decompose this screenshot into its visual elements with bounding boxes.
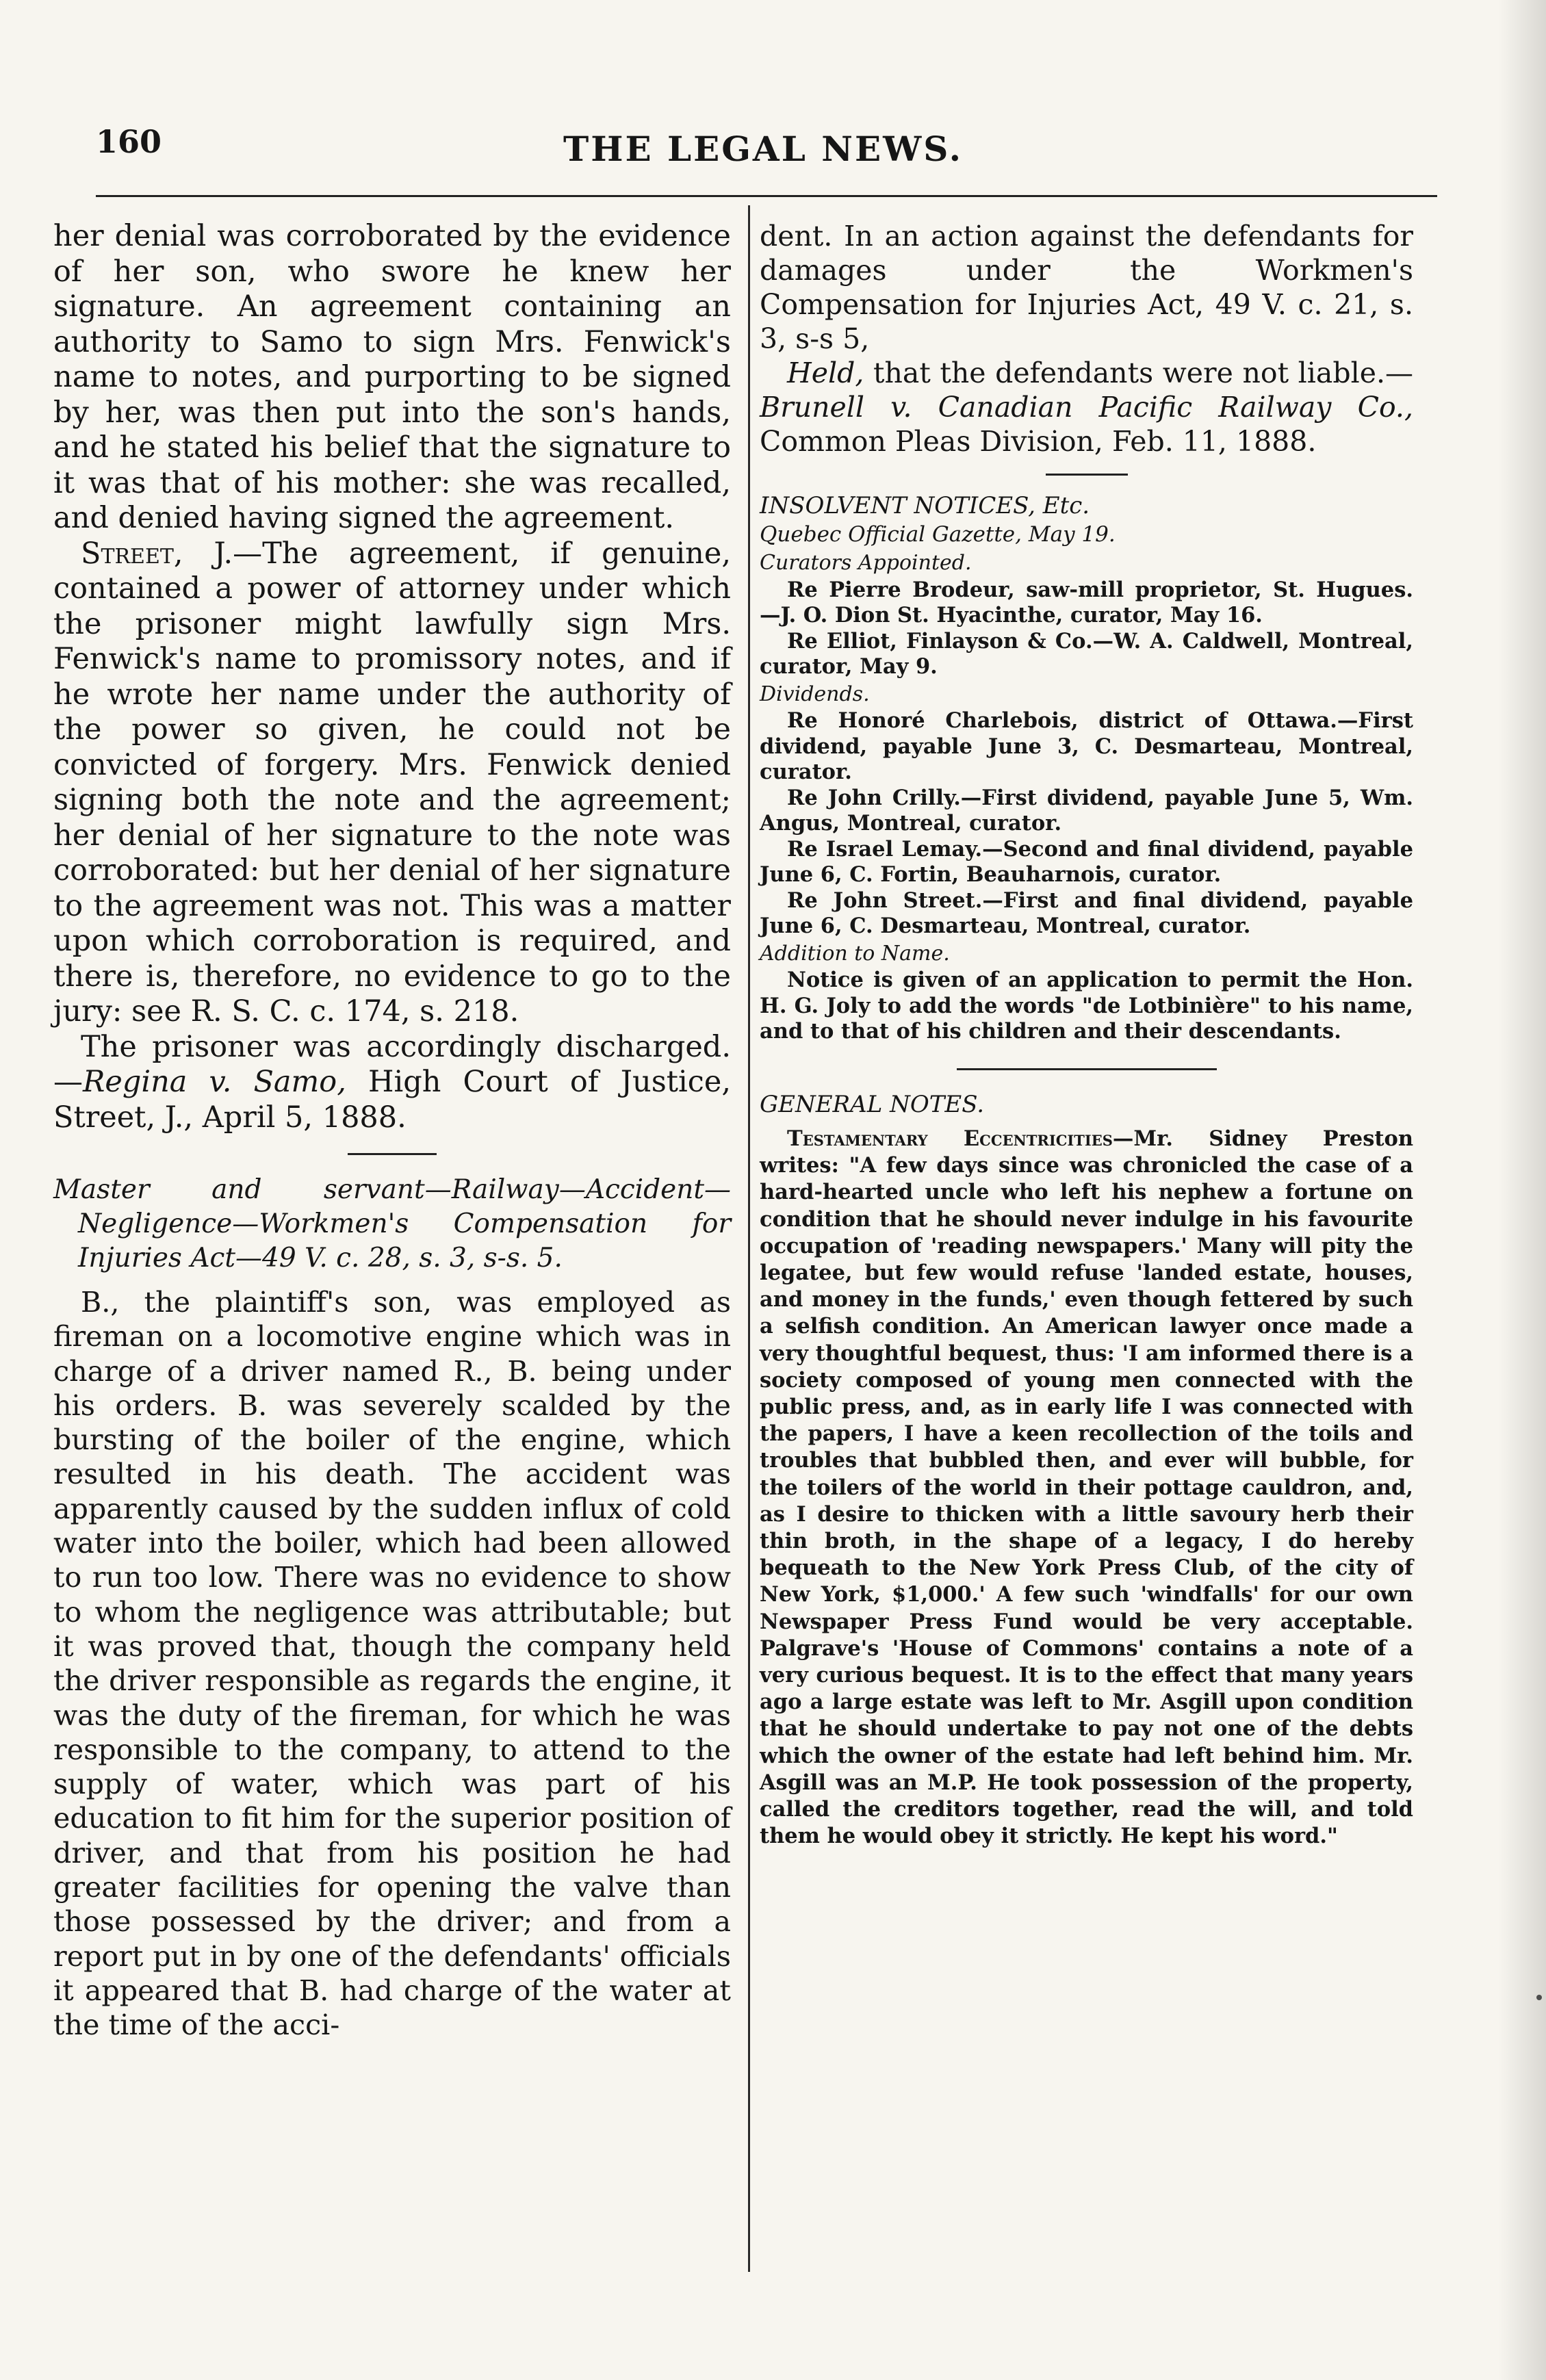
opening-paragraph: her denial was corroborated by the evidence of her son, who swore he knew her signature. An agreement containing an authority to Samo to sign Mrs. Fenwick's name to notes, and purporting to be signed by her, was then put into the son's hands, and he stated his belief that the signature to it was that of his mother: she was recalled, and denied having signed the agreement. bbox=[53, 219, 731, 535]
page-header bbox=[96, 123, 1430, 185]
held-paragraph bbox=[760, 356, 1413, 458]
general-notes-paragraph bbox=[760, 1126, 1413, 1850]
judge-name: Street bbox=[81, 536, 174, 571]
column-divider bbox=[748, 205, 750, 2272]
section-rule bbox=[348, 1153, 437, 1155]
dividends-heading: Dividends. bbox=[760, 682, 870, 706]
general-notes-text: —Mr. Sidney Preston writes: "A few days since was chronicled the case of a hard-hearted uncle who left his nephew a fortune on condition that he should never indulge in his favourite occupation of 'reading newspapers.' Many will pity the legatee, but few would refuse 'landed estate, houses, and money in the funds,' even though fettered by such a selfish condition. An American lawyer once made a very thoughtful bequest, thus: 'I am informed there is a society composed of young men connected with the public press, and, as in early life I was connected with the papers, I have a keen recollection of the toils and troubles that bubbled then, and ever will bubble, for the toilers of the world in their pottage cauldron, and, as I desire to thicken with a little savoury herb their thin broth, in the shape of a legacy, I do hereby bequeath to the New York Press Club, of the city of New York, $1,000.' A few such 'windfalls' for our own Newspaper Press Fund would be very acceptable. Palgrave's 'House of Commons' contains a note of a very curious bequest. It is to the effect that many years ago a large estate was left to Mr. Asgill upon condition that he should undertake to pay not one of the debts which the owner of the estate had left behind him. Mr. Asgill was an M.P. He took possession of the property, called the creditors together, read the will, and told them he would obey it strictly. He kept his word." bbox=[760, 1126, 1413, 1849]
continuation-paragraph: dent. In an action against the defendants for damages under the Workmen's Compensation for Injuries Act, 49 V. c. 21, s. 3, s-s 5, bbox=[760, 220, 1413, 355]
header-rule bbox=[96, 195, 1437, 197]
section-rule bbox=[957, 1068, 1217, 1070]
general-notes bbox=[760, 1126, 1413, 1850]
discharge-sentence: The prisoner was accordingly discharged.— bbox=[53, 1029, 731, 1099]
dividend-item: Re John Street.—First and final dividend, payable June 6, C. Desmarteau, Montreal, curator. bbox=[760, 888, 1413, 938]
gazette-line: Quebec Official Gazette, May 19. bbox=[760, 521, 1116, 547]
addition-heading: Addition to Name. bbox=[760, 941, 950, 966]
curator-item: Re Pierre Brodeur, saw-mill proprietor, St. Hugues. —J. O. Dion St. Hyacinthe, curator, May 16. bbox=[760, 577, 1413, 628]
curators-list bbox=[760, 578, 1413, 680]
held-citation: Brunell v. Canadian Pacific Railway Co., bbox=[760, 391, 1413, 424]
page-edge-shadow bbox=[1498, 0, 1546, 2380]
dividend-item: Re Israel Lemay.—Second and final dividend, payable June 6, C. Fortin, Beauharnois, curator. bbox=[760, 836, 1413, 887]
judgment-paragraph bbox=[53, 536, 731, 1030]
case-citation-rest: High Court of Justice, Street, J., April 5, 1888. bbox=[53, 1065, 731, 1135]
case-headnote: Master and servant—Railway—Accident—Negligence—Workmen's Compensation for Injuries Act—49 V. c. 28, s. 3, s-s. 5. bbox=[53, 1174, 731, 1273]
facts-paragraph: B., the plaintiff's son, was employed as fireman on a locomotive engine which was in charge of a driver named R., B. being under his orders. B. was severely scalded by the bursting of the boiler of the engine, which resulted in his death. The accident was apparently caused by the sudden influx of cold water into the boiler, which had been allowed to run too low. There was no evidence to show to whom the negligence was attributable; but it was proved that, though the company held the driver responsible as regards the engine, it was the duty of the fireman, for which he was responsible to the company, to attend to the supply of water, which was part of his education to fit him for the superior position of driver, and that from his position he had greater facilities for opening the valve than those possessed by the driver; and from a report put in by one of the defendants' officials it appeared that B. had charge of the water at the time of the acci- bbox=[53, 1286, 731, 2042]
dividends-list bbox=[760, 708, 1413, 940]
general-notes-heading: GENERAL NOTES. bbox=[760, 1090, 985, 1118]
left-column bbox=[53, 219, 731, 2043]
addition-notice bbox=[760, 968, 1413, 1045]
running-title: THE LEGAL NEWS. bbox=[563, 129, 963, 169]
page-number: 160 bbox=[96, 123, 162, 160]
judgment-text: , J.—The agreement, if genuine, contained a power of attorney under which the prisoner might lawfully sign Mrs. Fenwick's name to promissory notes, and if he wrote her name under the authority of the power so given, he could not be convicted of forgery. Mrs. Fenwick denied signing both the note and the agreement; her denial of her signature to the note was corroborated: but her denial of her signature to the agreement was not. This was a matter upon which corroboration is required, and there is, therefore, no evidence to go to the jury: see R. S. C. c. 174, s. 218. bbox=[53, 536, 731, 1029]
section-rule bbox=[1046, 474, 1128, 476]
general-notes-lead: Testamentary Eccentricities bbox=[787, 1126, 1113, 1151]
held-rest: that the defendants were not liable.— bbox=[864, 357, 1413, 389]
held-court: Common Pleas Division, Feb. 11, 1888. bbox=[760, 425, 1317, 458]
addition-text: Notice is given of an application to permit the Hon. H. G. Joly to add the words "de Lotbinière" to his name, and to that of his children and their descendants. bbox=[760, 968, 1413, 1044]
curator-item: Re Elliot, Finlayson & Co.—W. A. Caldwell, Montreal, curator, May 9. bbox=[760, 628, 1413, 679]
dividend-item: Re Honoré Charlebois, district of Ottawa.—First dividend, payable June 3, C. Desmarteau, Montreal, curator. bbox=[760, 708, 1413, 784]
curators-heading: Curators Appointed. bbox=[760, 551, 972, 575]
case-citation-name: Regina v. Samo, bbox=[83, 1065, 346, 1099]
dividend-item: Re John Crilly.—First dividend, payable June 5, Wm. Angus, Montreal, curator. bbox=[760, 785, 1413, 836]
right-column bbox=[760, 219, 1413, 1850]
discharge-paragraph bbox=[53, 1030, 731, 1136]
insolvent-heading: INSOLVENT NOTICES, Etc. bbox=[760, 492, 1090, 519]
held-word: Held, bbox=[787, 357, 864, 389]
